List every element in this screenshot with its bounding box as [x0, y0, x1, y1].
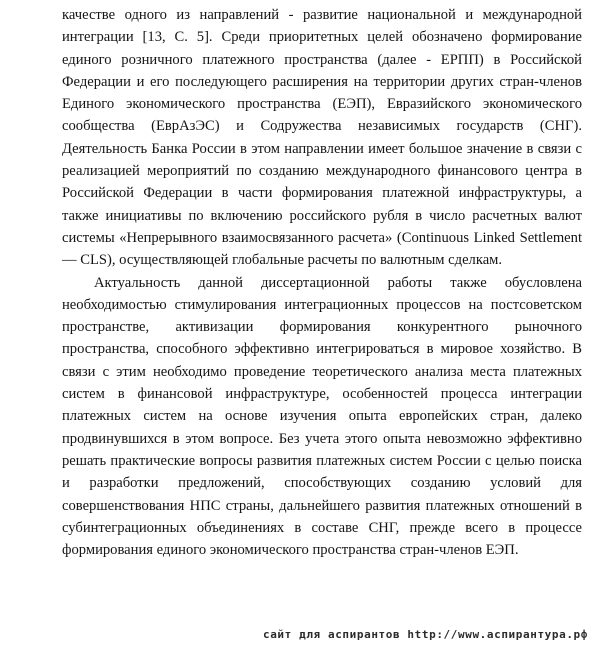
text-line: платежных систем на основе изучения опыта европейских стран, далеко — [62, 408, 582, 425]
text-line: систем в финансовой инфраструктуре, особенностей процесса интеграции — [62, 386, 582, 403]
text-line: субинтеграционных объединениях в составе СНГ, прежде всего в процессе — [62, 519, 582, 536]
text-line: продвинувшихся в этом вопросе. Без учета этого опыта невозможно эффективно — [62, 430, 582, 447]
text-line: необходимостью стимулирования интеграционных процессов на постсоветском — [62, 296, 582, 313]
document-text — [62, 4, 582, 561]
text-line: связи с этим необходимо проведение теоретического анализа места платежных — [62, 363, 582, 380]
text-line: реализацией мероприятий по созданию международного финансового центра в — [62, 163, 582, 180]
text-line: единого розничного платежного пространства (далее - ЕРПП) в Российской — [62, 51, 582, 68]
text-line: решать практические вопросы развития платежных систем России с целью поиска — [62, 452, 582, 469]
site-watermark: сайт для аспирантов http://www.аспирантура.рф — [262, 628, 588, 641]
text-line: пространства, способного эффективно интегрироваться в мировое хозяйство. В — [62, 341, 582, 358]
text-line: Деятельность Банка России в этом направлении имеет большое значение в связи с — [62, 140, 582, 157]
text-line: интеграции [13, С. 5]. Среди приоритетных целей обозначено формирование — [62, 29, 582, 46]
text-line: также инициативы по включению российского рубля в число расчетных валют — [62, 207, 582, 224]
text-line: формирования единого экономического пространства стран-членов ЕЭП. — [62, 542, 519, 559]
text-line: и разработки предложений, способствующих созданию условий для — [62, 475, 582, 492]
text-line: пространстве, активизации формирования конкурентного рыночного — [62, 319, 582, 336]
text-line: Федерации и его последующего расширения на территории других стран-членов — [62, 73, 582, 90]
text-line: Единого экономического пространства (ЕЭП), Евразийского экономического — [62, 96, 582, 113]
paragraph-1 — [62, 4, 582, 272]
text-line: совершенствования НПС страны, дальнейшего развития платежных отношений в — [62, 497, 582, 514]
text-line: качестве одного из направлений - развитие национальной и международной — [62, 7, 582, 23]
text-line: Актуальность данной диссертационной работы также обусловлена — [94, 274, 582, 291]
text-line: сообщества (ЕврАзЭС) и Содружества независимых государств (СНГ). — [62, 118, 582, 135]
text-line: Российской Федерации в части формирования платежной инфраструктуры, а — [62, 185, 582, 202]
paragraph-2 — [62, 272, 582, 562]
text-line: системы «Непрерывного взаимосвязанного расчета» (Continuous Linked Settlement — [62, 229, 582, 246]
text-line: — CLS), осуществляющей глобальные расчеты по валютным сделкам. — [62, 252, 503, 269]
